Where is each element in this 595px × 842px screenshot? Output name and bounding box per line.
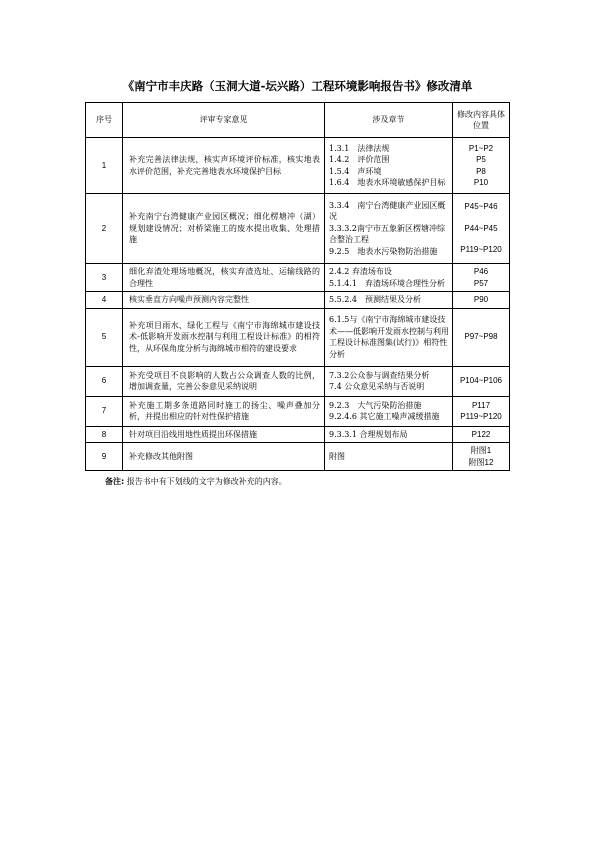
page-ref: P44~P45 — [464, 223, 498, 233]
chapter-cell — [325, 366, 453, 396]
chapter-ref: 6.1.5与《南宁市海绵城市建设技术——低影响开发雨水控制与利用工程设计标准图集(试行)》相符性分析 — [329, 315, 449, 359]
chapter-cell — [325, 292, 453, 309]
chapter-cell — [325, 443, 453, 471]
page-ref: P5 — [476, 155, 486, 164]
page-ref: P119~P120 — [460, 245, 502, 255]
expert-opinion: 补充受项目不良影响的人数占公众调查人数的比例，增加调查量，完善公参意见采纳说明 — [123, 366, 325, 396]
chapter-ref: 3.3.4 南宁台湾健康产业园区概况 — [329, 200, 446, 222]
chapter-ref: 5.1.4.1 弃渣场环境合理性分析 — [329, 278, 445, 288]
chapter-ref: 1.3.1 法律法规 — [329, 143, 390, 153]
expert-opinion: 补充修改其他附图 — [123, 443, 325, 471]
chapter-cell — [325, 264, 453, 292]
chapter-ref: 2.4.2 弃渣场布设 — [329, 267, 392, 276]
table-row — [86, 194, 510, 264]
page-ref: P57 — [473, 278, 489, 288]
chapter-cell — [325, 138, 453, 194]
row-number: 6 — [86, 366, 123, 396]
position-cell — [453, 138, 510, 194]
expert-opinion: 核实垂直方向噪声预测内容完整性 — [123, 292, 325, 309]
page-ref: 附图12 — [468, 457, 494, 467]
row-number: 4 — [86, 292, 123, 309]
position-cell — [453, 292, 510, 309]
chapter-ref: 附图 — [329, 451, 345, 461]
row-number: 1 — [86, 138, 123, 194]
page-ref: P117 — [471, 400, 491, 410]
expert-opinion: 补充完善法律法规，核实声环境评价标准，核实地表水评价范围，补充完善地表水环境保护目标 — [123, 138, 325, 194]
chapter-ref: 1.4.2 评价范围 — [329, 155, 390, 164]
expert-opinion: 细化弃渣处理场地概况，核实弃渣选址、运输线路的合理性 — [123, 264, 325, 292]
row-number: 8 — [86, 426, 123, 443]
chapter-cell — [325, 396, 453, 426]
position-cell — [453, 194, 510, 264]
chapter-cell — [325, 426, 453, 443]
page-ref: P45~P46 — [464, 202, 498, 212]
row-number: 2 — [86, 194, 123, 264]
table-row — [86, 396, 510, 426]
table-row — [86, 308, 510, 366]
chapter-ref: 1.5.4 声环境 — [329, 166, 382, 176]
page-ref: P10 — [473, 178, 489, 187]
expert-opinion: 补充南宁台湾健康产业园区概况；细化楞塘冲（湖）规划建设情况；对桥梁施工的废水提出收集、处理措施 — [123, 194, 325, 264]
table-row — [86, 292, 510, 309]
table-row — [86, 264, 510, 292]
chapter-cell — [325, 308, 453, 366]
page-ref: P122 — [471, 429, 491, 439]
table-row — [86, 138, 510, 194]
position-cell — [453, 264, 510, 292]
revision-table — [85, 102, 510, 471]
expert-opinion: 针对项目沿线用地性质提出环保措施 — [123, 426, 325, 443]
page-ref: P46 — [473, 267, 489, 276]
footnote-label: 备注: — [105, 477, 125, 486]
table-header-row — [86, 103, 510, 138]
row-number: 3 — [86, 264, 123, 292]
page-ref: P1~P2 — [468, 143, 494, 153]
footnote — [105, 476, 287, 487]
position-cell — [453, 396, 510, 426]
table-row — [86, 426, 510, 443]
chapter-ref: 9.2.4.6 其它施工噪声减缓措施 — [329, 412, 440, 421]
position-cell — [453, 366, 510, 396]
page-ref: P8 — [476, 166, 486, 176]
expert-opinion: 补充项目雨水、绿化工程与《南宁市海绵城市建设技术-低影响开发雨水控制与利用工程设计标准》的相符性，从环保角度分析与海绵城市相符的建设要求 — [123, 308, 325, 366]
header-chapter: 涉及章节 — [325, 103, 453, 138]
header-position: 修改内容具体位置 — [453, 103, 510, 138]
table-row — [86, 443, 510, 471]
expert-opinion: 补充施工期多条道路同时施工的扬尘、噪声叠加分析，并提出相应的针对性保护措施 — [123, 396, 325, 426]
chapter-ref: 7.4 公众意见采纳与否说明 — [329, 382, 425, 391]
chapter-ref: 3.3.3.2南宁市五象新区楞塘冲综合整治工程 — [329, 223, 445, 245]
page-ref: P97~P98 — [464, 332, 498, 342]
page-ref: P119~P120 — [460, 412, 502, 421]
document-title: 《南宁市丰庆路（玉洞大道-坛兴路）工程环境影响报告书》修改清单 — [122, 79, 473, 93]
position-cell — [453, 443, 510, 471]
chapter-ref: 5.5.2.4 预测结果及分析 — [329, 295, 421, 304]
table-row — [86, 366, 510, 396]
chapter-ref: 1.6.4 地表水环境敏感保护目标 — [329, 178, 446, 187]
chapter-cell — [325, 194, 453, 264]
footnote-text: 报告书中有下划线的文字为修改补充的内容。 — [126, 477, 287, 486]
chapter-ref: 9.3.3.1 合理规划布局 — [329, 429, 408, 439]
position-cell — [453, 308, 510, 366]
chapter-ref: 7.3.2公众参与调查结果分析 — [329, 370, 430, 380]
row-number: 7 — [86, 396, 123, 426]
header-no: 序号 — [86, 103, 123, 138]
position-cell — [453, 426, 510, 443]
chapter-ref: 9.2.3 大气污染防治措施 — [329, 400, 422, 410]
row-number: 9 — [86, 443, 123, 471]
page-ref: 附图1 — [470, 446, 492, 455]
header-opinion: 评审专家意见 — [123, 103, 325, 138]
row-number: 5 — [86, 308, 123, 366]
page-ref: P90 — [473, 295, 489, 304]
page-ref: P104~P106 — [459, 376, 503, 386]
chapter-ref: 9.2.5 地表水污染物防治措施 — [329, 246, 438, 256]
